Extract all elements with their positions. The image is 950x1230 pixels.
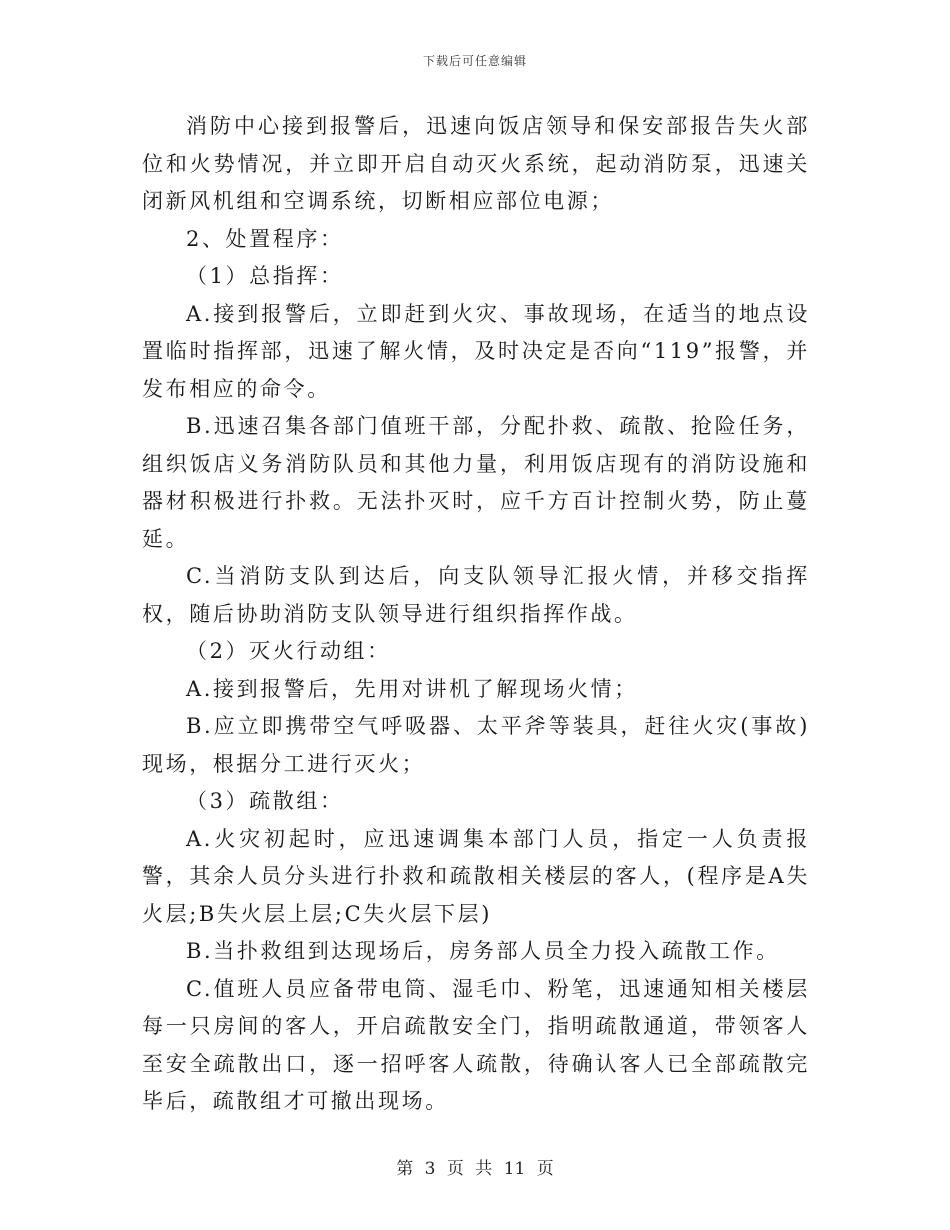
- paragraph-evacuation-c: C.值班人员应备带电筒、湿毛巾、粉笔，迅速通知相关楼层每一只房间的客人，开启疏散安全门，指明疏散通道，带领客人至安全疏散出口，逐一招呼客人疏散，待确认客人已全部疏散完毕后，疏散组才可撤出现场。: [142, 976, 810, 1113]
- document-body: [142, 108, 810, 1121]
- paragraph-evacuation-a: A.火灾初起时，应迅速调集本部门人员，指定一人负责报警，其余人员分头进行扑救和疏散相关楼层的客人，(程序是A失火层;B失火层上层;C失火层下层): [142, 826, 810, 926]
- paragraph-procedure-heading: 2、处置程序：: [186, 226, 344, 251]
- page-number-footer: 第 3 页 共 11 页: [396, 1159, 554, 1179]
- paragraph-fire-center-report: 消防中心接到报警后，迅速向饭店领导和保安部报告失火部位和火势情况，并立即开启自动灭火系统，起动消防泵，迅速关闭新风机组和空调系统，切断相应部位电源；: [142, 114, 810, 213]
- paragraph-evacuation-b: B.当扑救组到达现场后，房务部人员全力投入疏散工作。: [186, 939, 780, 963]
- paragraph-commander-c: C.当消防支队到达后，向支队领导汇报火情，并移交指挥权，随后协助消防支队领导进行组织指挥作战。: [142, 564, 810, 626]
- paragraph-firefighting-b: B.应立即携带空气呼吸器、太平斧等装具，赶往火灾(事故)现场，根据分工进行灭火；: [142, 714, 810, 776]
- subheading-evacuation-team: （3）疏散组：: [186, 789, 344, 813]
- paragraph-commander-b: B.迅速召集各部门值班干部，分配扑救、疏散、抢险任务，组织饭店义务消防队员和其他力量，利用饭店现有的消防设施和器材积极进行扑救。无法扑灭时，应千方百计控制火势，防止蔓延。: [142, 414, 810, 551]
- page-header: 下载后可任意编辑: [422, 54, 527, 68]
- subheading-commander: （1）总指挥：: [186, 264, 344, 288]
- paragraph-commander-a: A.接到报警后，立即赶到火灾、事故现场，在适当的地点设置临时指挥部，迅速了解火情，及时决定是否向“119”报警，并发布相应的命令。: [142, 301, 810, 401]
- subheading-firefighting-team: （2）灭火行动组：: [186, 639, 391, 663]
- paragraph-firefighting-a: A.接到报警后，先用对讲机了解现场火情；: [186, 676, 638, 701]
